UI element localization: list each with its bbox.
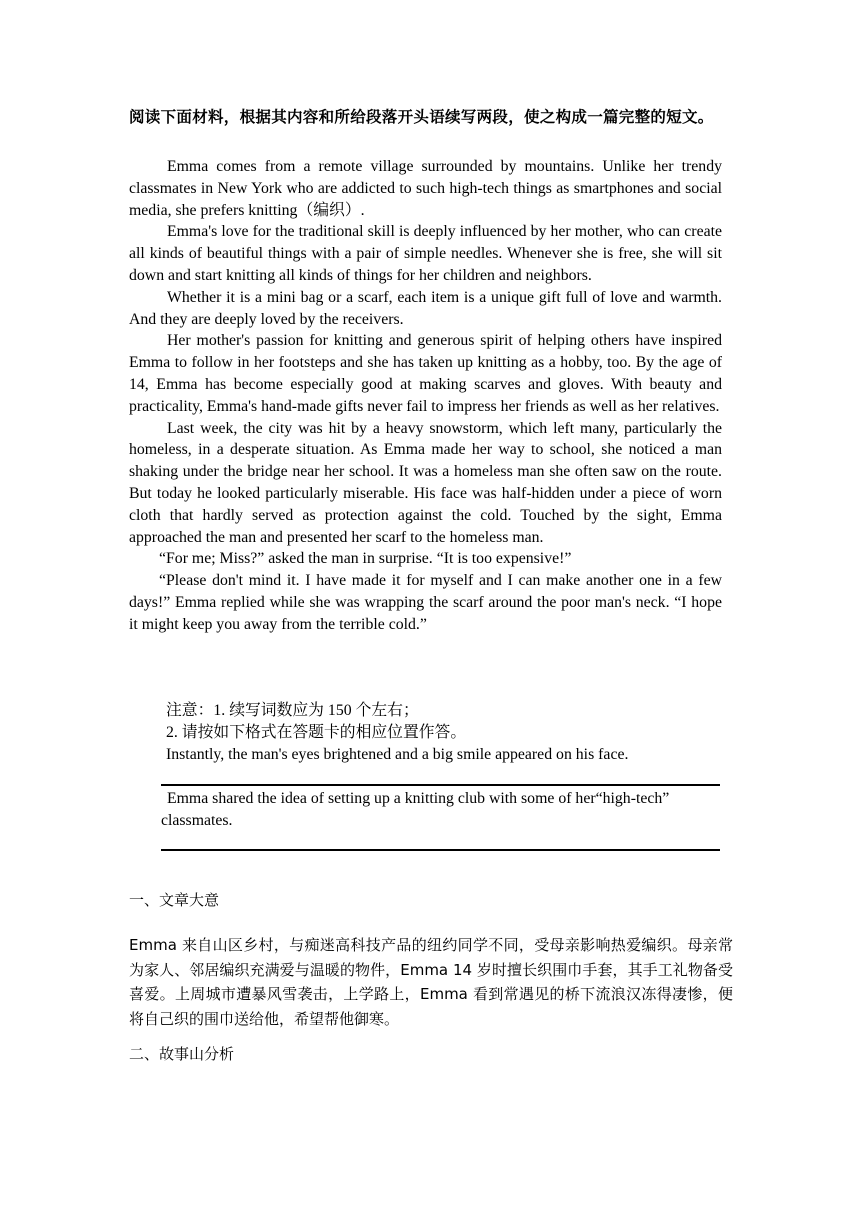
story-paragraph: Emma's love for the traditional skill is deeply influenced by her mother, who can create all kinds of beautiful things with a pair of simple needles. Whenever she is free, she will sit down and start knitting all kinds of things for her children and neighbors. <box>129 223 722 284</box>
dialogue-line: “For me; Miss?” asked the man in surprise. “It is too expensive!” <box>159 550 572 568</box>
note-word-count: 注意：1. 续写词数应为 150 个左右； <box>166 702 419 719</box>
story-paragraph: Her mother's passion for knitting and generous spirit of helping others have inspired Emma to follow in her footsteps and she has taken up knitting as a hobby, too. By the age of 14, Emma has become especially good at making scarves and gloves. With beauty and practicality, Emma's hand-made gifts never fail to impress her friends as well as her relatives. <box>129 332 722 415</box>
note-format: 2. 请按如下格式在答题卡的相应位置作答。 <box>166 724 467 741</box>
story-paragraph: Emma comes from a remote village surrounded by mountains. Unlike her trendy classmates in New York who are addicted to such high-tech things as smartphones and social media, she prefers knitting（编织）. <box>129 158 722 219</box>
section-heading-summary: 一、文章大意 <box>129 891 220 909</box>
writing-notes <box>166 700 726 766</box>
story-paragraph: Last week, the city was hit by a heavy snowstorm, which left many, particularly the homeless, in a desperate situation. As Emma made her way to school, she noticed a man shaking under the bridge near her school. It was a homeless man she often saw on the route. But today he looked particularly miserable. His face was half-hidden under a piece of worn cloth that hardly served as protection against the cold. Touched by the sight, Emma approached the man and presented her scarf to the homeless man. <box>129 419 722 546</box>
paragraph2-opening: Emma shared the idea of setting up a knitting club with some of her“high-tech” classmates. <box>161 790 670 829</box>
answer-line <box>161 849 720 851</box>
dialogue-line: “Please don't mind it. I have made it for myself and I can make another one in a few days!” Emma replied while she was wrapping the scarf around the poor man's neck. “I hope it might keep you away from the terrible cold.” <box>129 572 722 633</box>
summary-text: Emma 来自山区乡村，与痴迷高科技产品的纽约同学不同，受母亲影响热爱编织。母亲常为家人、邻居编织充满爱与温暖的物件，Emma 14 岁时擅长织围巾手套，其手工礼物备受喜爱。上周城市遭暴风雪袭击，上学路上，Emma 看到常遇见的桥下流浪汉冻得凄惨，便将自己织的围巾送给他，希望帮他御寒。 <box>129 936 733 1028</box>
task-instruction: 阅读下面材料，根据其内容和所给段落开头语续写两段，使之构成一篇完整的短文。 <box>129 108 714 126</box>
story-paragraph: Whether it is a mini bag or a scarf, each item is a unique gift full of love and warmth. And they are deeply loved by the receivers. <box>129 288 722 328</box>
story-passage <box>129 156 722 636</box>
paragraph1-opening: Instantly, the man's eyes brightened and a big smile appeared on his face. <box>166 746 629 763</box>
section-heading-analysis: 二、故事山分析 <box>129 1045 235 1063</box>
answer-line <box>161 784 720 786</box>
